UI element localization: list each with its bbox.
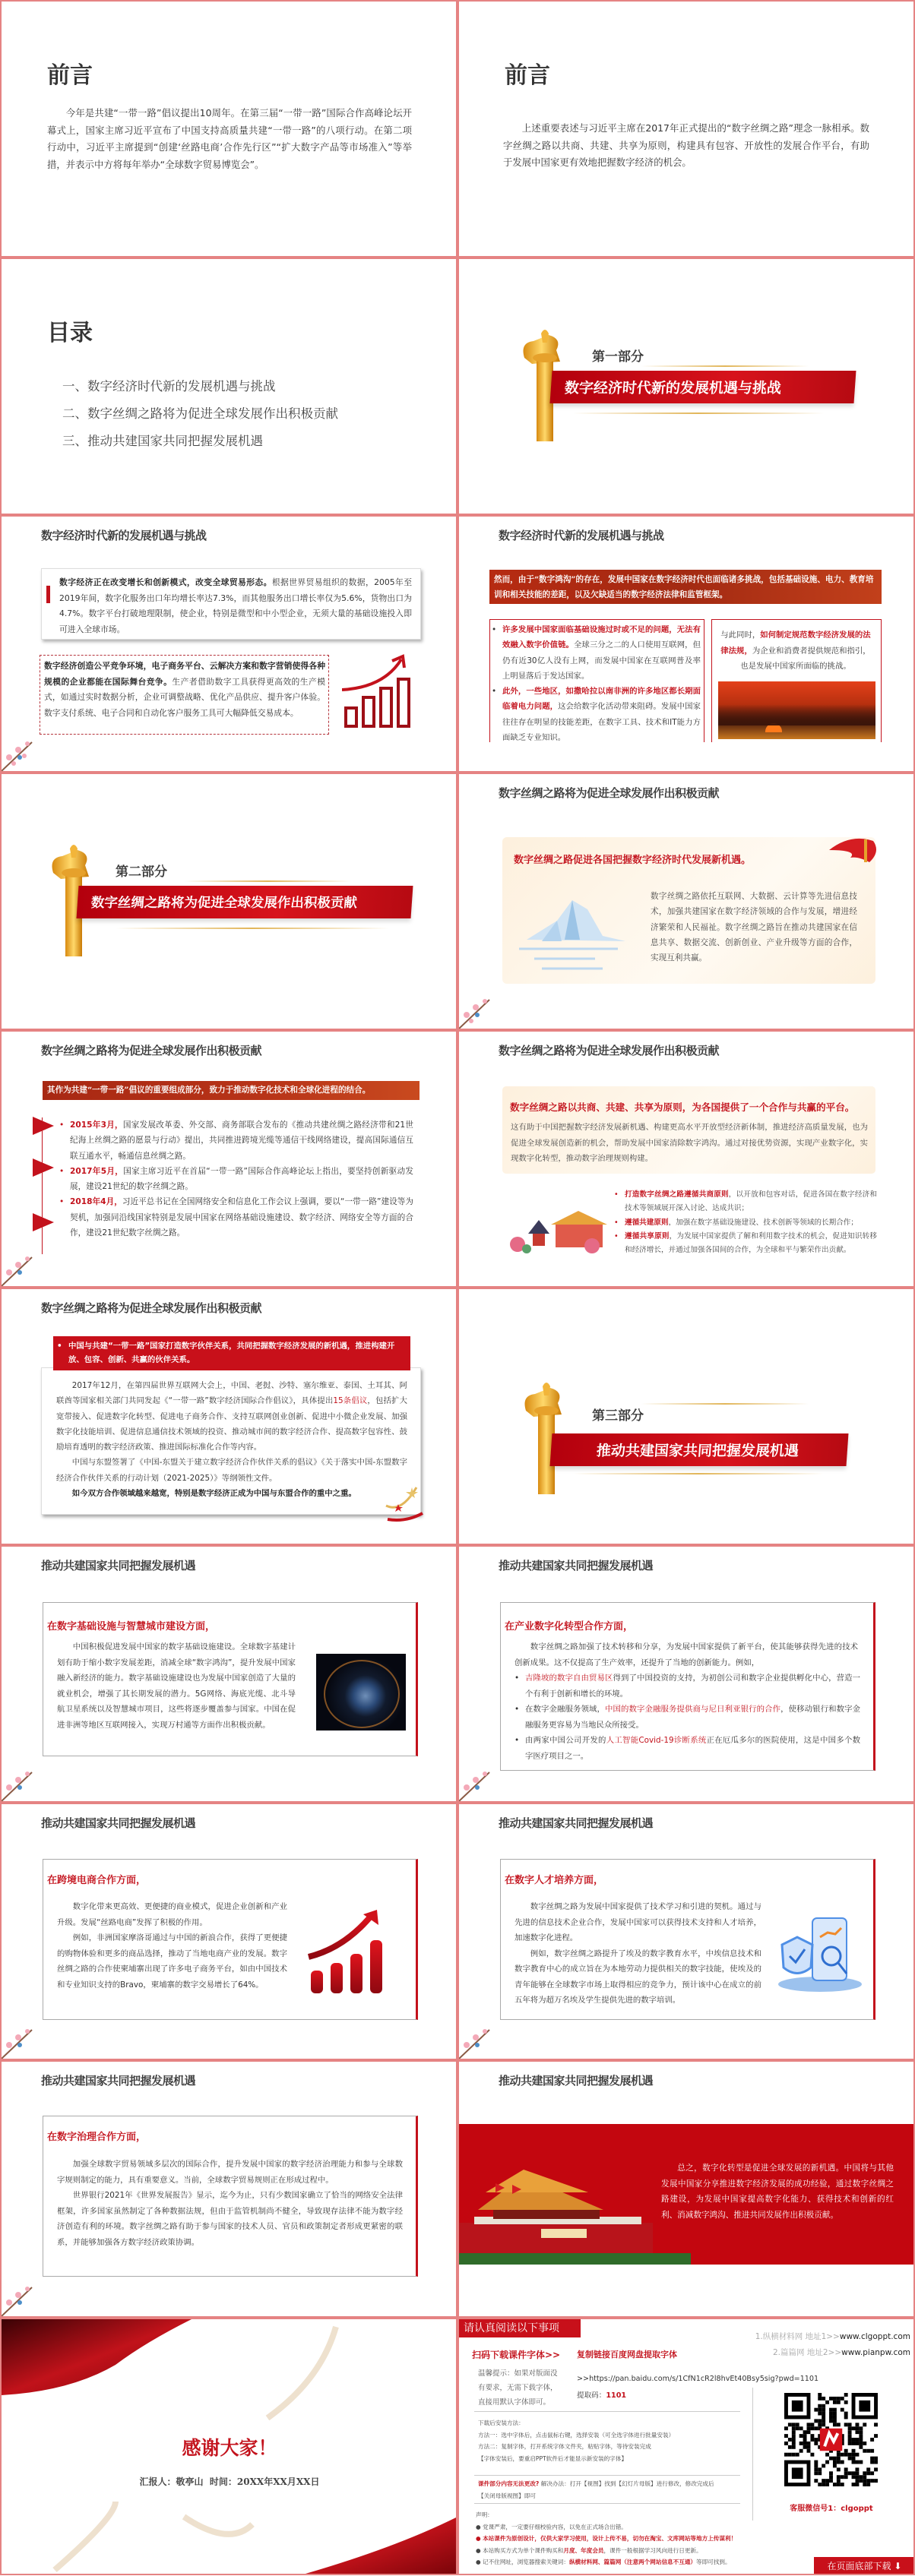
text-segment: 2015年3月，	[70, 1120, 123, 1130]
text-segment: 如今双方合作领域越来越宽，特别是数字经济正成为中国与东盟合作的重中之重。	[71, 1489, 356, 1499]
card-text: 这有助于中国把握数字经济发展新机遇、构建更高水平开放型经济新体制，推进经济高质量发展，也为促进全球发展创造新的机会，帮助发展中国家消除数字鸿沟。通过对接优势资源，实现产业数字化，实现数字化转型，推动数字治理规则构建。	[511, 1123, 868, 1163]
accent-bar	[46, 586, 50, 603]
scan-label: 扫码下载课件字体>>	[472, 2350, 561, 2360]
card-heading: 数字丝绸之路以共商、共建、共享为原则，为各国提供了一个合作与共赢的平台。	[510, 1102, 855, 1113]
challenge-list	[492, 622, 701, 745]
box-heading: 在数字治理合作方面，	[47, 2132, 147, 2143]
paragraph: 例如，非洲国家摩洛哥通过与中国的新浪合作，获得了更便捷的购物体验和更多的商品选择，推动了当地电商产业的发展。数字丝绸之路的合作使柬埔寨出现了许多电子商务平台，如由中国技术和专业知识支持的Bravo，柬埔寨的数字交易增长了64%。	[57, 1933, 287, 1990]
paragraph: 数字丝绸之路为发展中国家提供了技术学习和引进的契机。通过与先进的信息技术企业合作，发展中国家可以获得技术支持和人才培养，加速数字化进程。	[514, 1902, 761, 1942]
text-segment: 如何制定规范数字经济发展的法律法规，	[720, 631, 871, 656]
timeline-item	[59, 1194, 413, 1241]
slide-title: 数字经济时代新的发展机遇与挑战	[41, 529, 207, 542]
box-heading: 在跨境电商合作方面，	[47, 1875, 147, 1886]
section-title: 数字丝绸之路将为促进全球发展作出积极贡献	[76, 886, 413, 918]
statement-title: 声明：	[476, 2511, 493, 2518]
slide-cooperation-infrastructure[interactable]	[0, 1545, 458, 1803]
text-segment: 数字经济创造公平竞争环境，电子商务平台、云解决方案和数字营销使得各种规模的企业都能在国际舞台竞争。	[44, 661, 325, 687]
text-segment: 2017年12月，在第四届世界互联网大会上，中国、老挝、沙特、塞尔维亚、泰国、土耳其、阿联酋等国家相关部门共同发起《“一带一路”数字经济国际合作倡议》，具体提出	[56, 1381, 407, 1406]
content-box	[43, 2116, 418, 2277]
slide-cooperation-talent[interactable]	[458, 1803, 915, 2060]
info-text	[59, 575, 412, 637]
date: 时间：20XX年XX月XX日	[209, 2476, 320, 2487]
text-segment: 数字经济正在改变增长和创新模式，改变全球贸易形态。	[59, 577, 272, 587]
iceberg-icon	[511, 894, 633, 978]
statement-item: ● 记不住网址，浏览器搜索关键词：纵横材料网、篇篇网（注意两个网站信息不互通）等即可找到。	[476, 2559, 731, 2565]
toc-item-2[interactable]: 二、数字丝绸之路将为促进全球发展作出积极贡献	[62, 406, 338, 421]
slide-title: 数字丝绸之路将为促进全球发展作出积极贡献	[499, 1044, 720, 1057]
install-step: 【字体安装后，要重启PPT软件后才能显示新安装的字体】	[478, 2454, 628, 2462]
thanks-meta	[2, 2475, 458, 2488]
card-heading: 数字丝绸之路促进各国把握数字经济时代发展新机遇。	[514, 855, 752, 866]
box-heading: 在数字人才培养方面，	[505, 1875, 604, 1886]
preface-text: 上述重要表述与习近平主席在2017年正式提出的“数字丝绸之路”理念一脉相承。数字丝绸之路以共商、共建、共享为原则，构建具有包容、开放性的发展合作平台，有助于发展中国家更有效地把握数字经济的机会。	[503, 122, 869, 168]
slide-silk-road-1[interactable]	[458, 773, 915, 1030]
header-text: 中国与共建“一带一路”国家打造数字伙伴关系，共同把握数字经济发展的新机遇，推进构建开放、包容、创新、共赢的伙伴关系。	[68, 1342, 395, 1364]
challenge-item	[492, 684, 701, 745]
plum-blossom-icon	[2, 2272, 43, 2316]
slide-title: 前言	[47, 62, 93, 89]
bullet-icon: •	[57, 1342, 62, 1351]
box-text: 中国积极促进发展中国家的数字基础设施建设。全球数字基建计划有助于缩小数字发展差距，消减全球“数字鸿沟”，提升发展中国家融入新经济的能力。数字基础设施建设也为发展中国家创造了大量的就业机会，增强了其长期发展的潜力。5G网络、海底光缆、北斗导航卫星系统以及智慧城市项目，这些将逐步覆盖参与国家。中国在促进非洲等地区互联网接入，实现万村通等方面作出积极贡献。	[57, 1642, 296, 1730]
text-segment: ，加强在数字基础设施建设、技术创新等领域的长期合作；	[668, 1218, 858, 1227]
slide-title: 推动共建国家共同把握发展机遇	[499, 1816, 654, 1830]
site2-label: 2.篇篇网 地址2>>	[772, 2348, 842, 2357]
content-box	[43, 1859, 418, 2020]
growth-chart-icon	[307, 1910, 383, 1995]
info-box	[41, 568, 421, 640]
text-segment: 中国的数字金融服务提供商与尼日利亚银行的合作	[605, 1705, 781, 1714]
silk-banner: 其作为共建“一带一路”倡议的重要组成部分，致力于推动数字化技术和全球化进程的结合。	[43, 1081, 420, 1100]
timeline-marker	[33, 1117, 54, 1135]
text-segment: 人工智能Covid-19诊断系统	[606, 1736, 707, 1745]
text-segment: 2018年4月，	[70, 1197, 122, 1207]
slide-preface-2[interactable]	[458, 0, 915, 258]
text-segment: 本站课件为原创设计，仅供大家学习使用，设计上传不易，切勿在淘宝、文库网站等地方上传谋利！	[483, 2535, 737, 2542]
partnership-text	[56, 1378, 407, 1501]
text-segment: 党课严肃，一定要仔细校验内容，以免在正式场合出错。	[483, 2523, 627, 2530]
section-label: 第三部分	[592, 1408, 644, 1424]
globe-image	[316, 1654, 406, 1731]
divider	[474, 2503, 740, 2504]
slide-challenge-1[interactable]	[0, 515, 458, 773]
text-segment: 2017年5月，	[70, 1166, 124, 1176]
wechat-id: 客服微信号1：clgoppt	[790, 2505, 873, 2513]
slide-title: 推动共建国家共同把握发展机遇	[499, 1559, 654, 1572]
challenge-list-box	[489, 619, 704, 742]
slide-thanks[interactable]	[0, 2318, 458, 2575]
slide-cooperation-ecommerce[interactable]	[0, 1803, 458, 2060]
edit-answer: 解决办法：打开【视图】找到【幻灯片母版】进行修改，修改完成后	[539, 2480, 714, 2487]
info-text	[44, 659, 325, 721]
slide-challenge-2[interactable]	[458, 515, 915, 773]
box-heading: 在产业数字化转型合作方面，	[505, 1621, 634, 1633]
slide-section-1[interactable]	[458, 258, 915, 515]
text-segment: 15条倡议	[333, 1396, 368, 1406]
text-segment: 这会给数字化活动带来阻碍。发展中国家往往存在明显的技能差距，在数字工具、技术和IT能力方面缺乏专业知识。	[502, 702, 701, 743]
section-title: 数字经济时代新的发展机遇与挑战	[549, 371, 856, 403]
text-segment: ，课件一般根据学习风向进行日更新。	[603, 2546, 702, 2554]
paragraph: 数字化带来更高效、更便捷的商业模式，促进企业创新和产业升级。发展“丝路电商”发挥了积极的作用。	[57, 1902, 287, 1927]
text-segment: 生产者借助数字工具获得更高效的生产模式，如通过实时数据分析，企业可调整战略、优化产品供应、提升客户体验。数字支付系统、电子合同和自动化客户服务工具可大幅降低交易成本。	[44, 676, 326, 718]
box-text	[514, 1899, 761, 2009]
example-item	[514, 1733, 860, 1764]
box-heading: 在数字基础设施与智慧城市建设方面，	[47, 1621, 216, 1633]
legal-box	[711, 619, 882, 742]
slide-section-3[interactable]	[458, 1288, 915, 1545]
slide-notice[interactable]	[458, 2318, 915, 2575]
text-segment: 许多发展中国家面临基础设施过时或不足的问题，无法有效融入数字价值链。	[502, 625, 701, 650]
toc-item-1[interactable]: 一、数字经济时代新的发展机遇与挑战	[62, 379, 276, 394]
slide-preface-1[interactable]	[0, 0, 458, 258]
example-item	[514, 1670, 860, 1702]
dashed-box	[40, 655, 329, 735]
slide-title: 数字经济时代新的发展机遇与挑战	[499, 529, 664, 542]
timeline-item	[59, 1117, 413, 1164]
palace-illustration-icon	[502, 1205, 609, 1253]
plum-blossom-icon	[459, 1757, 500, 1801]
divider	[752, 2388, 753, 2521]
text-segment: 中国与东盟签署了《中国-东盟关于建立数字经济合作伙伴关系的倡议》《关于落实中国-东盟数字经济合作伙伴关系的行动计划（2021-2025）》等纲领性文件。	[56, 1458, 407, 1483]
slide-title: 推动共建国家共同把握发展机遇	[499, 2074, 654, 2088]
text-segment: 此外，一些地区，如撒哈拉以南非洲的许多地区都长期面临着电力问题，	[502, 687, 701, 712]
paragraph: 例如，数字丝绸之路提升了埃及的数字教育水平，中埃信息技术和数字教育中心的成立旨在为本地劳动力提供相关的数字技能，使埃及的青年能够在全球数字市场上取得相应的竞争力，预计该中心在成立的前五年将为超万名埃及学生提供先进的数字培训。	[514, 1949, 761, 2005]
timeline-item	[59, 1164, 413, 1195]
toc-title: 目录	[47, 320, 93, 346]
text-segment: 在数字金融服务领域，	[525, 1705, 606, 1714]
box-text	[57, 2157, 403, 2250]
toc-item-3[interactable]: 三、推动共建国家共同把握发展机遇	[62, 434, 263, 448]
download-button[interactable]	[814, 2557, 915, 2575]
timeline-marker	[33, 1213, 54, 1231]
statement-item: ● 党课严肃，一定要仔细校验内容，以免在正式场合出错。	[476, 2523, 627, 2530]
tip-text	[478, 2366, 558, 2410]
text-segment: 纵横材料网、篇篇网（注意两个网站信息不互通）	[568, 2559, 697, 2565]
growth-chart-icon	[342, 653, 415, 729]
red-flag-icon	[828, 835, 881, 865]
cream-card	[502, 837, 875, 984]
text-segment: 吉隆坡的数字自由贸易区	[525, 1674, 613, 1683]
principles-list	[614, 1188, 877, 1257]
text-segment: ，为发展中国家提供了解和利用数字技术的机会，促进知识转移和经济增长，并通过加强各国间的合作，为全球和平与繁荣作出贡献。	[625, 1231, 878, 1255]
timeline-line	[42, 1117, 43, 1254]
extract-code	[577, 2389, 626, 2400]
paragraph	[56, 1455, 407, 1486]
paragraph	[56, 1378, 407, 1455]
install-title: 下载后安装方法：	[478, 2420, 524, 2426]
text-segment: 得到了中国投资的支持，为初创公司和数字企业提供孵化中心，营造一个有利于创新和增长的环境。	[525, 1674, 860, 1699]
slide-title: 推动共建国家共同把握发展机遇	[41, 1559, 196, 1572]
star-wheat-icon	[378, 1483, 426, 1527]
conclusion-text: 总之，数字化转型是促进全球发展的新机遇。中国将与其他发展中国家分享推进数字经济发展的成功经验，通过数字丝绸之路建设，为发展中国家提高数字化能力、获得技术和创新的红利、消减数字鸿沟、推进共同发展作出积极贡献。	[661, 2164, 894, 2220]
tip-line: 有要求，无需下载字体，	[478, 2384, 558, 2392]
principle-item	[614, 1230, 877, 1258]
text-segment: 遵循共享原则	[625, 1231, 670, 1241]
challenge-banner: 然而，由于“数字鸿沟”的存在，发展中国家在数字经济时代也面临诸多挑战，包括基础设施、电力、教育培训和相关技能的差距，以及欠缺适当的数字经济法律和监管框架。	[489, 570, 882, 604]
install-step: 方法一：选中字体后，点击鼠标右键，选择安装（可全选字体进行批量安装）	[478, 2431, 675, 2439]
text-segment: 由两家中国公司开发的	[525, 1736, 606, 1745]
plum-blossom-icon	[2, 727, 43, 771]
reporter: 汇报人：敬亭山	[139, 2476, 204, 2487]
slide-title: 数字丝绸之路将为促进全球发展作出积极贡献	[41, 1044, 262, 1057]
slide-silk-road-3[interactable]	[458, 1030, 915, 1288]
download-label: 在页面底部下载	[827, 2561, 891, 2571]
content-box	[500, 1859, 875, 2020]
plum-blossom-icon	[2, 2015, 43, 2059]
partnership-header	[53, 1336, 410, 1370]
slide-cooperation-industry[interactable]	[458, 1545, 915, 1803]
example-item	[514, 1702, 860, 1733]
text-segment: 本站购买方式为单个课件购买和	[483, 2546, 564, 2554]
preface-text: 今年是共建“一带一路”倡议提出10周年。在第三届“一带一路”国际合作高峰论坛开幕式上，国家主席习近平宣布了中国支持高质量共建“一带一路”的八项行动。在第二项行动中，习近平主席提到“创建‘丝路电商’合作先行区”“扩大数字产品等市场准入”等举措，并表示中方将每年举办“全球数字贸易博览会”。	[47, 107, 412, 170]
text-segment: 国家发展改革委、外交部、商务部联合发布的《推动共建丝绸之路经济带和21世纪海上丝绸之路的愿景与行动》提出，共同推进跨境光缆等通信干线网络建设，提高国际通信互联互通水平，畅通信息丝绸之路。	[70, 1120, 414, 1161]
tip-line: 温馨提示：如果对版面没	[478, 2369, 558, 2378]
install-section	[478, 2417, 674, 2464]
slide-title: 推动共建国家共同把握发展机遇	[41, 1816, 196, 1830]
text-segment: 记不住网址，浏览器搜索关键词：	[483, 2559, 569, 2565]
slide-title: 数字丝绸之路将为促进全球发展作出积极贡献	[41, 1301, 262, 1315]
text-segment: 正在厄瓜多尔的医院使用，这是中国多个数字医疗项目之一。	[525, 1736, 861, 1761]
slide-silk-road-4[interactable]	[0, 1288, 458, 1545]
box-text	[57, 1899, 287, 1993]
text-segment: 打造数字丝绸之路遵循共商原则	[625, 1190, 729, 1199]
text-segment: 习近平总书记在全国网络安全和信息化工作会议上强调，要以“一带一路”建设等为契机，加强同沿线国家特别是发展中国家在网络基础设施建设、数字经济、网络安全等方面的合作，建设21世纪数字丝绸之路。	[70, 1197, 413, 1238]
slide-title: 数字丝绸之路将为促进全球发展作出积极贡献	[499, 786, 720, 800]
paragraph: 世界银行2021年《世界发展报告》显示，迄今为止，只有少数国家确立了恰当的网络安全法律框架，许多国家虽然制定了各种数据法规，但由于监管机制尚不健全，导致现存法律不能为数字经济创造有利的环境。数字丝绸之路有助于参与国家的技术人员、官员和政策制定者形成更紧密的联系，并能够加强各方数字经济政策协调。	[57, 2191, 403, 2247]
divider	[474, 2411, 740, 2412]
statement-item: ● 本站课件为原创设计，仅供大家学习使用，设计上传不易，切勿在淘宝、文库网站等地方上传谋利！	[476, 2535, 737, 2542]
divider	[474, 2475, 740, 2476]
slide-conclusion[interactable]	[458, 2060, 915, 2318]
toc-list	[62, 373, 338, 455]
security-phone-illustration-icon	[774, 1914, 869, 1994]
site2-link[interactable]: www.pianpw.com	[841, 2348, 910, 2357]
slide-section-2[interactable]	[0, 773, 458, 1030]
text-segment: 等即可找到。	[696, 2559, 731, 2565]
box-intro: 数字丝绸之路加强了技术转移和分享，为发展中国家提供了新平台，使其能够获得先进的技术创新成果。这不仅提高了生产效率，还提升了当地的创新能力。例如，	[514, 1642, 858, 1667]
plum-blossom-icon	[459, 2015, 500, 2059]
principle-item	[614, 1216, 877, 1230]
code-label: 提取码：	[577, 2391, 606, 2400]
text-segment: 国家主席习近平在首届“一带一路”国际合作高峰论坛上指出，要坚持创新驱动发展，建设21世纪的数字丝绸之路。	[70, 1166, 413, 1192]
paragraph: 加强全球数字贸易领域多层次的国际合作，提升发展中国家的数字经济治理能力和参与全球数字规则制定的能力，具有重要意义。当前，全球数字贸易规则正在形成过程中。	[57, 2160, 403, 2185]
principle-item	[614, 1188, 877, 1216]
text-segment: 与此同时，	[720, 631, 761, 640]
card-text: 数字丝绸之路依托互联网、大数据、云计算等先进信息技术，加强共建国家在数字经济领域的合作与发展，增进经济繁荣和人民福祉。数字丝绸之路旨在推动共建国家在信息共享、数据交流、创新创业、产业升级等方面的合作，实现互利共赢。	[651, 892, 857, 963]
challenge-item	[492, 622, 701, 684]
statement-item: ● 本站购买方式为单个课件购买和月度、年度会员，课件一般根据学习风向进行日更新。	[476, 2546, 702, 2554]
site-links	[755, 2329, 910, 2361]
text-segment: 遵循共建原则	[625, 1218, 669, 1227]
timeline-marker	[33, 1158, 54, 1177]
legal-text	[718, 627, 873, 675]
section-label: 第二部分	[116, 864, 167, 880]
section-title: 推动共建国家共同把握发展机遇	[549, 1433, 848, 1466]
site1-label: 1.纵横材料网 地址1>>	[755, 2332, 840, 2341]
text-segment: ，使移动银行和数字金融服务更容易为当地民众所接受。	[525, 1705, 861, 1730]
copy-link-label: 复制链接百度网盘提取字体	[577, 2350, 677, 2359]
edit-question: 课件部分内容无法更改?	[478, 2480, 540, 2487]
text-segment: ，包括扩大宽带接入、促进数字化转型、促进电子商务合作、支持互联网创业创新、促进中小微企业发展、加强数字化技能培训、促进信息通信技术领域的投资、推动城市间的数字经济合作、提高数字包容性、鼓励培育透明的数字经济政策、推进国际标准化合作等内容。	[56, 1396, 407, 1452]
install-step: 方法二：复制字体，打开系统字体文件夹，粘贴字体，等待安装完成	[478, 2443, 651, 2450]
paragraph	[56, 1486, 407, 1501]
text-segment: ，以开放和包容对话，促进各国在数字经济和技术等领域展开深入讨论、达成共识；	[625, 1190, 878, 1213]
plum-blossom-icon	[2, 1757, 43, 1801]
slide-silk-road-2[interactable]	[0, 1030, 458, 1288]
site1-link[interactable]: www.clgoppt.com	[839, 2332, 910, 2341]
text-segment: 月度、年度会员	[563, 2546, 604, 2554]
arrow-down-icon: ⬇	[894, 2561, 902, 2571]
download-link[interactable]: >>https://pan.baidu.com/s/1CfN1cR2l8hvEt40Bsy5sig?pwd=1101	[577, 2375, 819, 2383]
example-list	[514, 1670, 860, 1764]
notice-header: 请认真阅读以下事项	[459, 2319, 581, 2337]
slide-cooperation-governance[interactable]	[0, 2060, 458, 2318]
edit-help	[478, 2478, 714, 2502]
code-value: 1101	[606, 2391, 627, 2400]
tip-line: 直接用默认字体即可。	[478, 2398, 551, 2407]
plum-blossom-icon	[459, 985, 500, 1029]
slide-title: 推动共建国家共同把握发展机遇	[41, 2074, 196, 2088]
text-segment: 根据世界贸易组织的数据，2005年至2019年间，数字化服务出口年均增长率达7.3%，而其他服务出口增长率仅为5.6%，货物出口为4.7%。数字平台打破地理限制，使企业，特别是微型和中小型企业，无须大量的基础设施投入即可进入全球市场。	[59, 577, 413, 634]
slide-title: 前言	[505, 62, 550, 89]
statement-section	[476, 2509, 736, 2568]
content-box	[500, 1602, 875, 1771]
timeline-list	[59, 1117, 413, 1241]
sunset-image	[718, 681, 875, 739]
slide-table-of-contents[interactable]	[0, 258, 458, 515]
text-segment: 为企业和消费者提供规范和指引，也是发展中国家所面临的挑战。	[740, 646, 871, 671]
section-label: 第一部分	[592, 349, 644, 365]
content-box	[43, 1602, 418, 1756]
partnership-box	[41, 1367, 421, 1515]
edit-answer-cont: 【关闭母版视图】即可	[478, 2492, 536, 2499]
tiananmen-illustration-icon	[459, 2168, 691, 2265]
cream-card	[502, 1086, 875, 1174]
text-segment: 全球三分之二的人口使用互联网，但仍有近30亿人没有上网，而发展中国家在互联网普及率上明显落后于发达国家。	[502, 640, 701, 681]
qr-code[interactable]	[784, 2393, 878, 2486]
plum-blossom-icon	[2, 1242, 43, 1286]
thanks-title: 感谢大家！	[182, 2437, 277, 2459]
